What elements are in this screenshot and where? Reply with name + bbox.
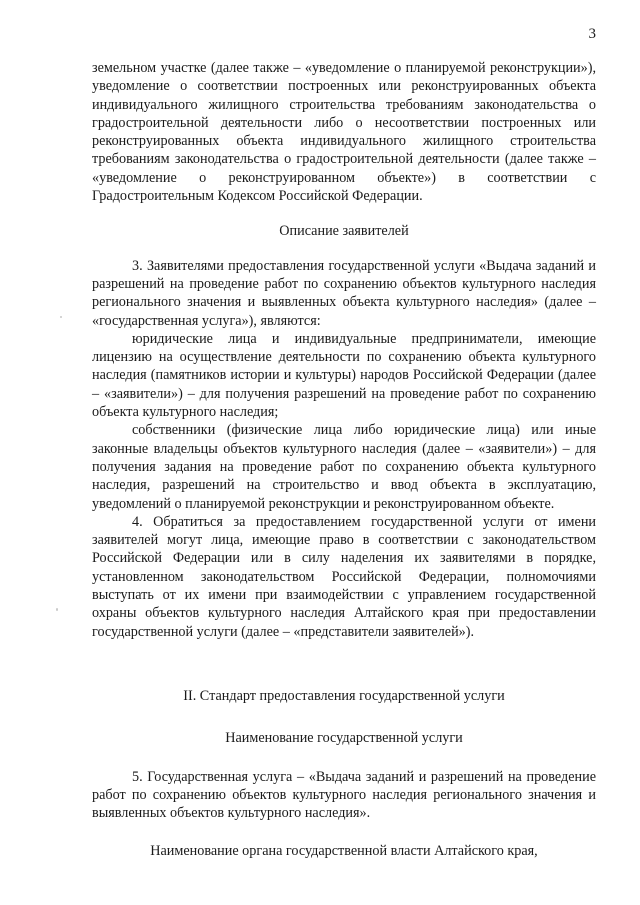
section-heading-applicants: Описание заявителей [279, 223, 409, 240]
paragraph-4: 4. Обратиться за предоставлением государственной услуги от имени заявителей могут лица, имеющие право в соответствии с законодательством Российской Федерации или в силу наделения их заявителями в порядке, установленном законодательством Российской Федерации, полномочиями выступать от их имени при взаимодействии с управлением государственной охраны объектов культурного наследия Алтайского края при предоставлении государственной услуги (далее – «представители заявителей»). [92, 513, 596, 640]
page-number: 3 [588, 26, 596, 42]
scan-speck [60, 316, 62, 318]
section-heading-standard: II. Стандарт предоставления государственной услуги [183, 687, 505, 704]
paragraph-3-legal-entities: юридические лица и индивидуальные предприниматели, имеющие лицензию на осуществление деятельности по сохранению объекта культурного наследия (памятников истории и культуры) народов Российской Федерации (далее – «заявители») – для получения разрешений на проведение работ по сохранению объекта культурного наследия; [92, 330, 596, 421]
intro-paragraph: земельном участке (далее также – «уведомление о планируемой реконструкции»), уведомление о соответствии построенных или реконструированных объекта индивидуального жилищного строительства требованиям законодательства о градостроительной деятельности либо о несоответствии построенных или реконструированных объекта индивидуального жилищного строительства требованиям законодательства о градостроительной деятельности (далее также – «уведомление о реконструированном объекте») в соответствии с Градостроительным Кодексом Российской Федерации. [92, 60, 596, 205]
paragraph-3-owners: собственники (физические лица либо юридические лица) или иные законные владельцы объектов культурного наследия (далее – «заявители») – для получения задания на проведение работ по сохранению объекта культурного наследия, разрешений на строительство и ввод объекта в эксплуатацию, уведомлений о планируемой реконструкции и реконструированном объекте. [92, 422, 596, 512]
document-body [92, 59, 596, 861]
paragraph-5: 5. Государственная услуга – «Выдача заданий и разрешений на проведение работ по сохранению объектов культурного наследия регионального значения и выявленных объектов культурного наследия». [92, 768, 596, 822]
scan-speck [56, 608, 58, 611]
subheading-service-name: Наименование государственной услуги [225, 730, 463, 747]
paragraph-3: 3. Заявителями предоставления государственной услуги «Выдача заданий и разрешений на проведение работ по сохранению объектов культурного наследия регионального значения и выявленных объекта культурного наследия» (далее – «государственная услуга»), являются: [92, 257, 596, 329]
subheading-authority: Наименование органа государственной власти Алтайского края, [150, 843, 538, 860]
